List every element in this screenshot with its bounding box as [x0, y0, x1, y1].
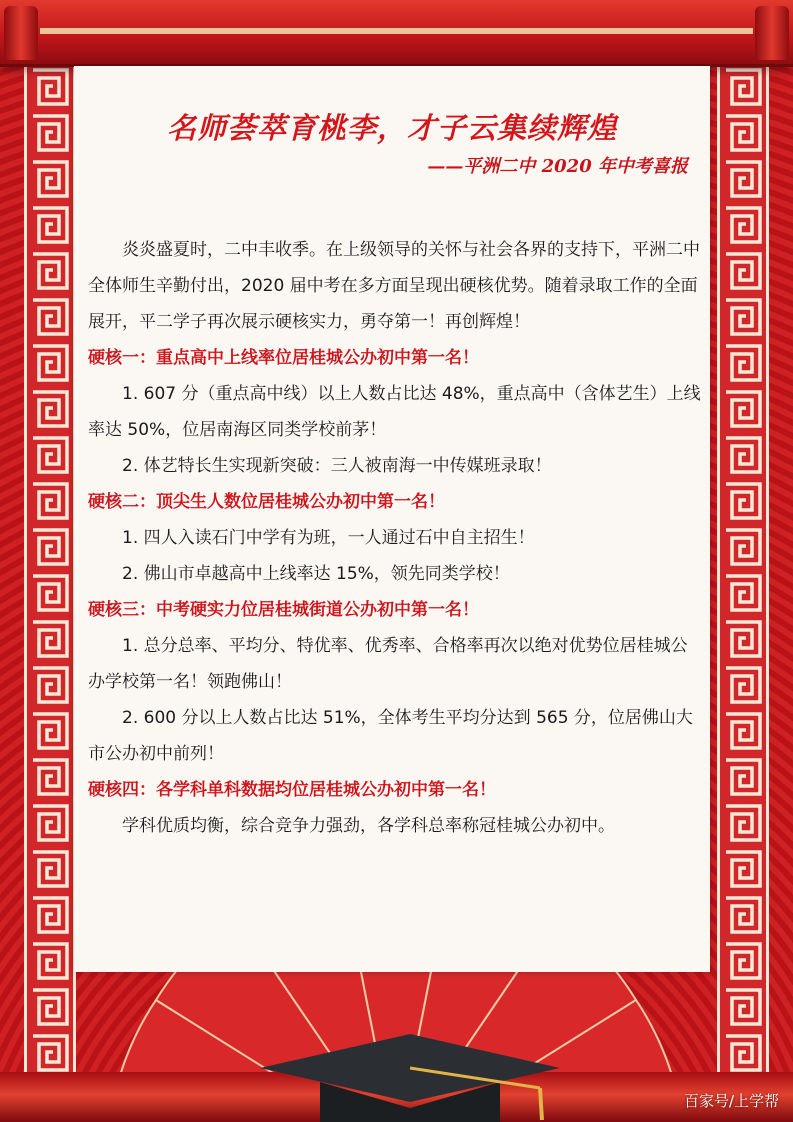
intro-paragraph: 炎炎盛夏时，二中丰收季。在上级领导的关怀与社会各界的支持下，平洲二中全体师生辛勤付出，2020 届中考在多方面呈现出硬核优势。随着录取工作的全面展开，平二学子再次展示硬核实力，勇夺第一！再创辉煌！ [88, 240, 700, 332]
section-2-item-2: 2. 佛山市卓越高中上线率达 15%，领先同类学校！ [122, 564, 510, 584]
fret-pattern-right [720, 64, 766, 1074]
scroll-rim [40, 28, 753, 34]
scroll-cap-right [755, 6, 789, 60]
graduation-cap-icon [250, 1028, 570, 1122]
section-2-item-1: 1. 四人入读石门中学有为班，一人通过石中自主招生！ [122, 528, 535, 548]
section-1-item-2: 2. 体艺特长生实现新突破：三人被南海一中传媒班录取！ [122, 456, 552, 476]
subheadline: ——平洲二中 2020 年中考喜报 [427, 156, 688, 177]
section-heading-1: 硬核一：重点高中上线率位居桂城公办初中第一名！ [88, 348, 479, 368]
section-heading-3: 硬核三：中考硬实力位居桂城街道公办初中第一名！ [88, 600, 479, 620]
section-3-item-2: 2. 600 分以上人数占比达 51%，全体考生平均分达到 565 分，位居佛山大市公办初中前列！ [88, 708, 693, 764]
fret-pattern-left [27, 64, 73, 1074]
notice-paper [74, 66, 710, 972]
scroll-cap-left [4, 6, 38, 60]
top-scroll-bar [0, 0, 793, 67]
notice-body [88, 232, 702, 844]
section-3-item-1: 1. 总分总率、平均分、特优率、优秀率、合格率再次以绝对优势位居桂城公办学校第一名！领跑佛山！ [88, 636, 688, 692]
section-4-item-1: 学科优质均衡，综合竞争力强劲，各学科总率称冠桂城公办初中。 [122, 816, 615, 836]
headline: 名师荟萃育桃李，才子云集续辉煌 [166, 111, 617, 145]
right-fret-border [717, 64, 769, 1074]
section-1-item-1: 1. 607 分（重点高中线）以上人数占比达 48%，重点高中（含体艺生）上线率达 50%，位居南海区同类学校前茅！ [88, 384, 701, 440]
section-heading-4: 硬核四：各学科单科数据均位居桂城公办初中第一名！ [88, 780, 496, 800]
watermark: 百家号/上学帮 [683, 1092, 779, 1110]
section-heading-2: 硬核二：顶尖生人数位居桂城公办初中第一名！ [88, 492, 445, 512]
left-fret-border [24, 64, 76, 1074]
